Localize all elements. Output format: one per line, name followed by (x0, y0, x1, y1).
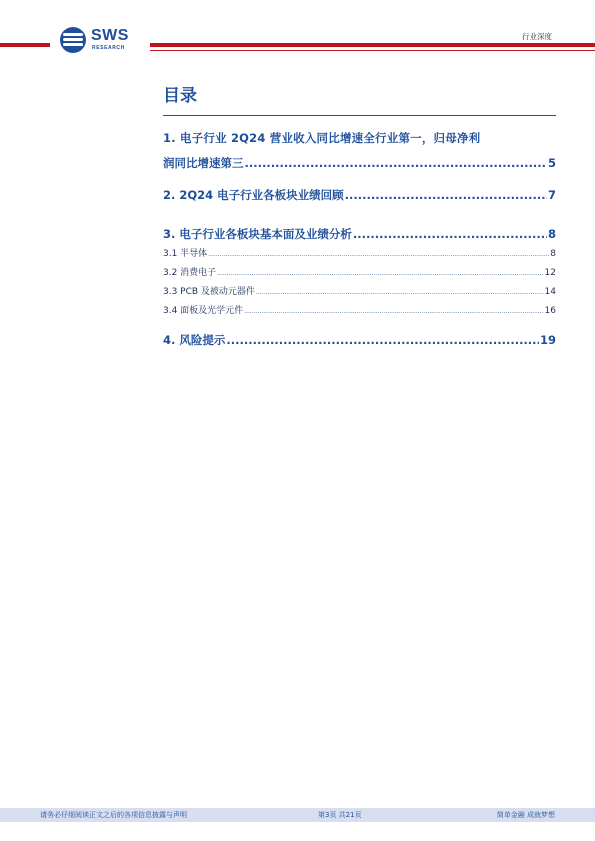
footer-disclaimer: 请务必仔细阅读正文之后的各项信息披露与声明 (40, 811, 187, 819)
toc-entry-3-1[interactable] (163, 248, 556, 261)
toc-entry-1-line2: 润同比增速第三 (163, 156, 244, 170)
toc-entry-3-4-page: 16 (544, 306, 556, 316)
toc-entry-3-page: 8 (547, 227, 556, 241)
toc-entry-3-3-text: 3.3 PCB 及被动元器件 (163, 287, 255, 297)
toc-leader-dots (345, 187, 547, 203)
toc-entry-3-text: 3. 电子行业各板块基本面及业绩分析 (163, 227, 352, 241)
toc-leader-dots (217, 267, 543, 280)
header-rule-left (0, 43, 50, 47)
toc-entry-4-text: 4. 风险提示 (163, 333, 226, 347)
logo-subtext: RESEARCH (92, 45, 125, 51)
toc-entry-3-2[interactable] (163, 267, 556, 280)
logo-icon (60, 27, 86, 53)
toc-title-rule (163, 115, 556, 116)
table-of-contents (163, 85, 556, 348)
sws-logo (60, 27, 140, 53)
page-header (0, 0, 595, 60)
toc-entry-3-2-page: 12 (544, 268, 556, 278)
toc-leader-dots (226, 332, 539, 348)
toc-entry-3-3[interactable] (163, 286, 556, 299)
toc-leader-dots (244, 305, 543, 318)
toc-entry-1[interactable] (163, 130, 556, 171)
toc-leader-dots (256, 286, 544, 299)
logo-text: SWS (91, 27, 129, 44)
toc-entry-3-4-text: 3.4 面板及光学元件 (163, 306, 244, 316)
footer-page-info: 第3页 共21页 (318, 811, 362, 819)
toc-entry-3-1-text: 3.1 半导体 (163, 249, 208, 259)
toc-entry-1-line1: 1. 电子行业 2Q24 营业收入同比增速全行业第一，归母净利 (163, 131, 481, 145)
toc-leader-dots (353, 226, 547, 242)
toc-entry-2-page: 7 (547, 188, 556, 202)
toc-title: 目录 (163, 86, 197, 106)
toc-leader-dots (208, 248, 549, 261)
toc-entry-1-page: 5 (547, 156, 556, 170)
toc-leader-dots (245, 155, 547, 171)
toc-entry-4-page: 19 (539, 333, 556, 347)
footer-slogan: 简单金融 成就梦想 (496, 811, 555, 819)
toc-entry-4[interactable] (163, 332, 556, 348)
header-rule-thin (150, 50, 595, 51)
toc-entry-3[interactable] (163, 226, 556, 242)
report-type-label: 行业深度 (522, 32, 552, 41)
toc-entry-3-3-page: 14 (544, 287, 556, 297)
toc-entry-3-4[interactable] (163, 305, 556, 318)
toc-entry-2-text: 2. 2Q24 电子行业各板块业绩回顾 (163, 188, 344, 202)
toc-entry-2[interactable] (163, 187, 556, 203)
header-rule-right (150, 43, 595, 47)
toc-entry-3-1-page: 8 (550, 249, 556, 259)
toc-entry-3-2-text: 3.2 消费电子 (163, 268, 217, 278)
